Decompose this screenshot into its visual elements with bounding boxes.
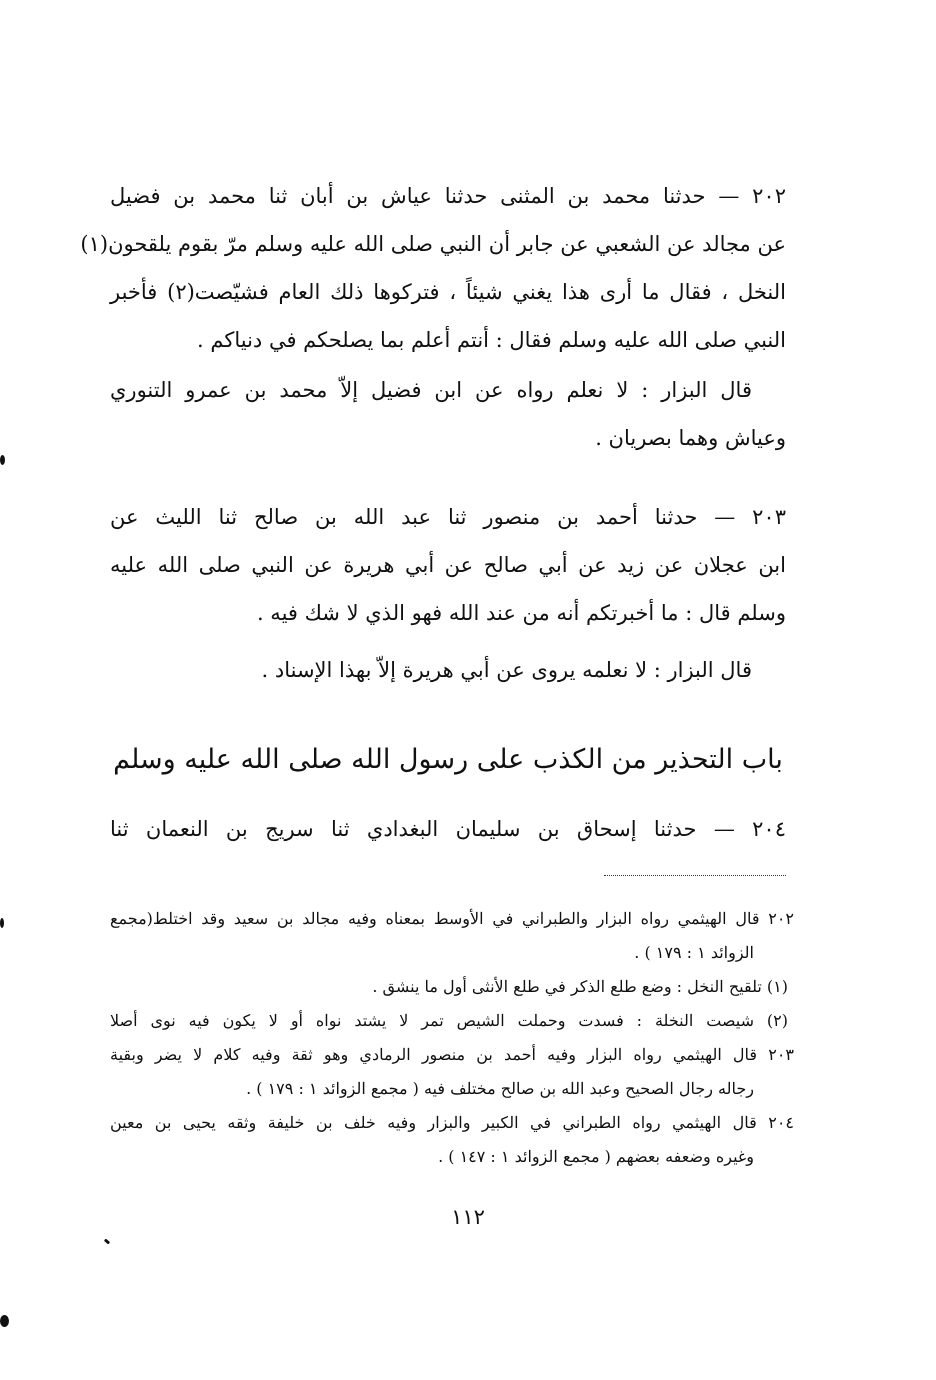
footnote-203-line-1: ٢٠٣ قال الهيثمي رواه البزار وفيه أحمد بن منصور الرمادي وهو ثقة وفيه كلام لا يضر وبقية	[110, 1045, 794, 1064]
hadith-203-line-3: وسلم قال : ما أخبرتكم أنه من عند الله فهو الذي لا شك فيه .	[256, 601, 786, 625]
hadith-202-line-2: عن مجالد عن الشعبي عن جابر أن النبي صلى الله عليه وسلم مرّ بقوم يلقحون(١)	[80, 232, 786, 256]
hadith-202-line-4: النبي صلى الله عليه وسلم فقال : أنتم أعلم بما يصلحكم في دنياكم .	[197, 328, 786, 352]
chapter-title: باب التحذير من الكذب على رسول الله صلى الله عليه وسلم	[113, 744, 783, 775]
hadith-203-line-1: ٢٠٣ — حدثنا أحمد بن منصور ثنا عبد الله بن صالح ثنا الليث عن	[110, 505, 786, 529]
footnote-note-1: (١) تلقيح النخل : وضع طلع الذكر في طلع الأنثى أول ما ينشق .	[372, 977, 788, 996]
comment-202-line-2: وعياش وهما بصريان .	[595, 426, 786, 450]
hadith-204-line-1: ٢٠٤ — حدثنا إسحاق بن سليمان البغدادي ثنا سريج بن النعمان ثنا	[110, 817, 786, 841]
comment-203-line-1: قال البزار : لا نعلمه يروى عن أبي هريرة إلاّ بهذا الإسناد .	[261, 658, 752, 682]
hadith-204	[110, 805, 786, 853]
comment-202-line-1: قال البزار : لا نعلم رواه عن ابن فضيل إلاّ محمد بن عمرو التنوري	[110, 378, 752, 402]
scan-mark	[0, 455, 5, 465]
footnotes	[110, 902, 794, 1174]
hadith-202	[80, 172, 787, 364]
footnote-202-line-1: ٢٠٢ قال الهيثمي رواه البزار والطبراني في الأوسط بمعناه وفيه مجالد بن سعيد وقد اختلط(مجمع	[110, 909, 794, 928]
footnote-203-line-2: رجاله رجال الصحيح وعبد الله بن صالح مختلف فيه ( مجمع الزوائد ١ : ١٧٩ ) .	[246, 1079, 754, 1098]
hadith-202-line-1: ٢٠٢ — حدثنا محمد بن المثنى حدثنا عياش بن أبان ثنا محمد بن فضيل	[110, 184, 786, 208]
footnote-separator	[604, 875, 786, 876]
comment-203	[110, 646, 786, 694]
comment-202	[110, 366, 786, 462]
footnote-204-line-1: ٢٠٤ قال الهيثمي رواه الطبراني في الكبير والبزار وفيه خلف بن خليفة وثقه يحيى بن معين	[110, 1113, 794, 1132]
hadith-202-line-3: النخل ، فقال ما أرى هذا يغني شيئاً ، فتركوها ذلك العام فشيّصت(٢) فأخبر	[110, 280, 787, 304]
scan-mark	[104, 1238, 111, 1244]
hadith-203-line-2: ابن عجلان عن زيد عن أبي صالح عن أبي هريرة عن النبي صلى الله عليه	[110, 553, 786, 577]
footnote-note-2: (٢) شيصت النخلة : فسدت وحملت الشيص تمر لا يشتد نواه أو لا يكون فيه نوى أصلا	[110, 1011, 788, 1030]
page-number: ١١٢	[451, 1205, 485, 1229]
scan-mark	[0, 918, 4, 928]
scan-mark	[0, 1315, 9, 1327]
footnote-202-line-2: الزوائد ١ : ١٧٩ ) .	[634, 943, 754, 962]
footnote-204-line-2: وغيره وضعفه بعضهم ( مجمع الزوائد ١ : ١٤٧ ) .	[438, 1147, 754, 1166]
hadith-203	[110, 493, 786, 637]
